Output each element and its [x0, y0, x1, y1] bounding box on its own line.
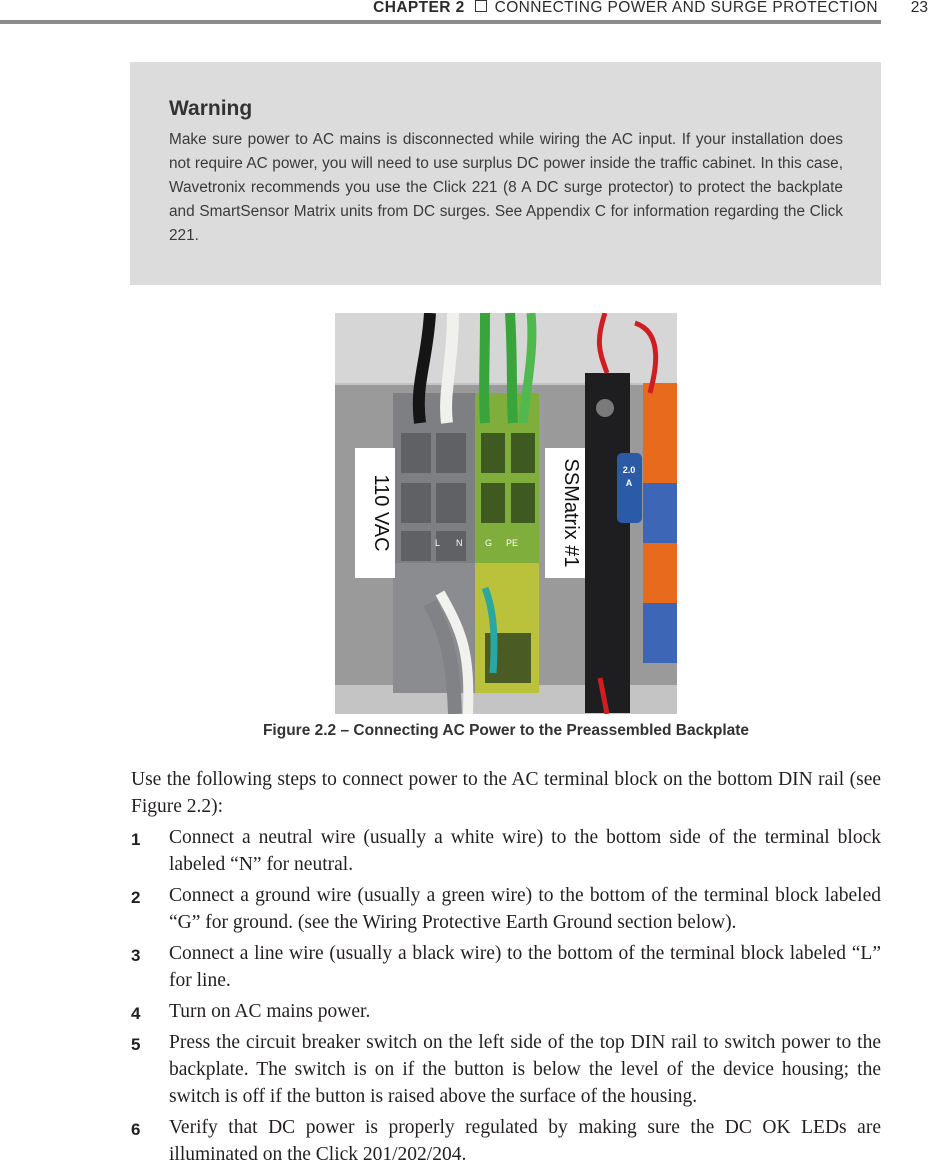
step-text: Connect a ground wire (usually a green wire) to the bottom of the terminal block labeled “G” for ground. (see the Wiring Protective Earth Ground section below).: [169, 885, 881, 933]
chapter-label: CHAPTER 2: [373, 0, 465, 16]
step-item: [131, 940, 881, 994]
step-text: Connect a neutral wire (usually a white wire) to the bottom side of the terminal block labeled “N” for neutral.: [169, 827, 881, 875]
step-number: 5: [131, 1035, 141, 1054]
step-item: [131, 1029, 881, 1110]
terminal-letter-g: G: [485, 538, 493, 548]
step-item: [131, 824, 881, 878]
warning-box: [130, 62, 881, 285]
warning-title: Warning: [169, 97, 253, 120]
fuse-label-top: 2.0: [622, 465, 636, 475]
terminal-letter-pe: PE: [506, 538, 519, 548]
running-header: [0, 0, 932, 24]
terminal-letter-l: L: [435, 538, 441, 548]
warning-body: Make sure power to AC mains is disconnected while wiring the AC input. If your installation does not require AC power, you will need to use surplus DC power inside the traffic cabinet. In this case, Wavetronix recommends you use the Click 221 (8 A DC surge protector) to protect the backplate and SmartSensor Matrix units from DC surges. See Appendix C for information regarding the Click 221.: [169, 131, 843, 244]
header-rule: [0, 20, 881, 24]
separator-box-icon: [475, 0, 487, 12]
step-item: [131, 1114, 881, 1168]
steps-list: [131, 824, 881, 1172]
header-text: [373, 0, 878, 17]
fuse-label-bottom: A: [625, 478, 633, 488]
step-number: 3: [131, 946, 141, 965]
step-text: Turn on AC mains power.: [169, 1001, 371, 1022]
step-text: Verify that DC power is properly regulated by making sure the DC OK LEDs are illuminated on the Click 201/202/204.: [169, 1117, 881, 1165]
chapter-title: CONNECTING POWER AND SURGE PROTECTION: [494, 0, 878, 16]
step-item: [131, 998, 881, 1025]
terminal-letter-n: N: [456, 538, 463, 548]
step-number: 2: [131, 888, 141, 907]
label-110-vac: 110 VAC: [370, 474, 392, 552]
step-number: 6: [131, 1120, 141, 1139]
figure-photo: [335, 313, 677, 714]
step-item: [131, 882, 881, 936]
page-number: 23: [910, 0, 928, 16]
figure-caption: Figure 2.2 – Connecting AC Power to the Preassembled Backplate: [262, 722, 750, 739]
step-text: Press the circuit breaker switch on the left side of the top DIN rail to switch power to the backplate. The switch is on if the button is below the level of the device housing; the switch is off if the button is raised above the surface of the housing.: [169, 1032, 881, 1107]
terminal-block-photo: [335, 313, 677, 714]
step-number: 1: [131, 830, 141, 849]
label-ssmatrix: SSMatrix #1: [560, 458, 582, 568]
intro-paragraph: Use the following steps to connect power to the AC terminal block on the bottom DIN rail (see Figure 2.2):: [131, 769, 881, 817]
step-number: 4: [131, 1004, 141, 1023]
step-text: Connect a line wire (usually a black wire) to the bottom of the terminal block labeled “L” for line.: [169, 943, 881, 991]
